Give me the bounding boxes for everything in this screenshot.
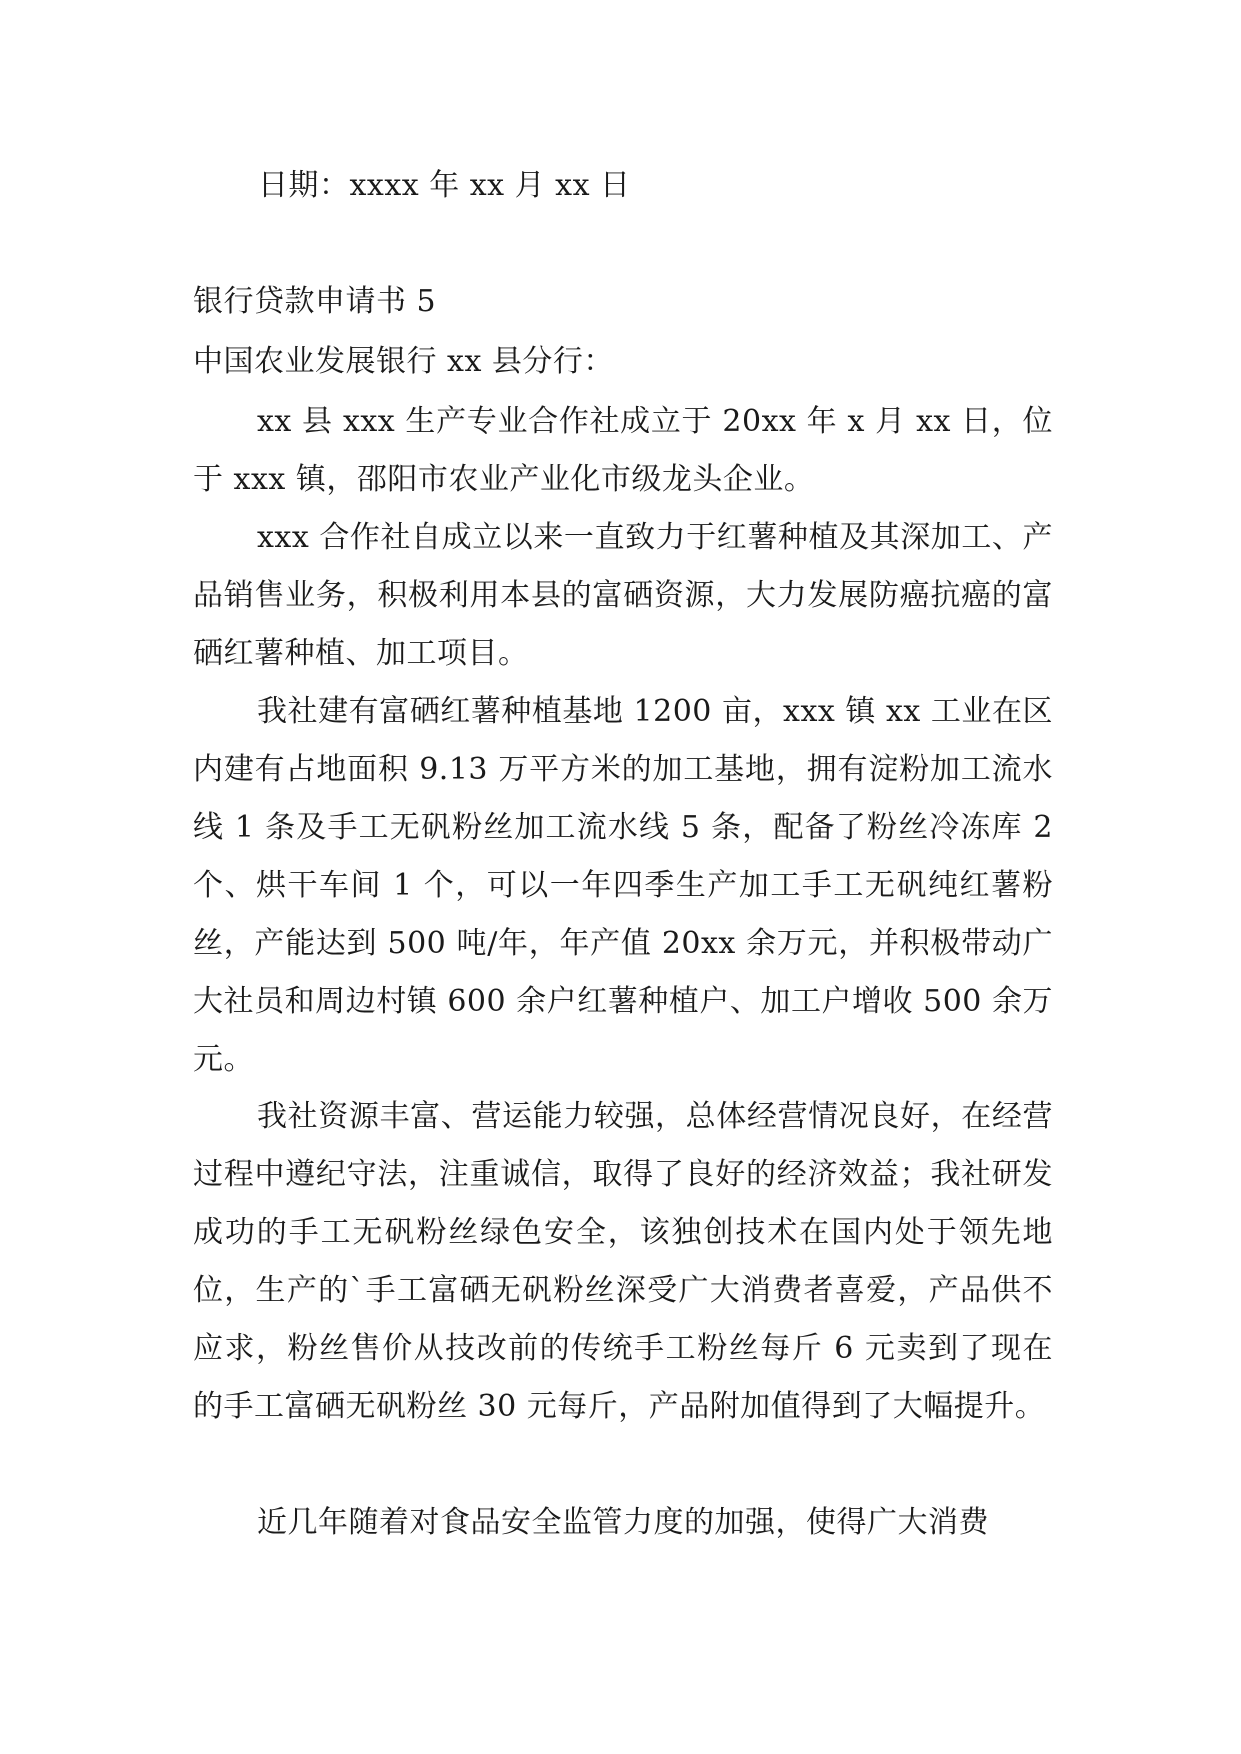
date-line: 日期：xxxx 年 xx 月 xx 日 <box>258 168 631 203</box>
paragraph-food-safety: 近几年随着对食品安全监管力度的加强，使得广大消费 <box>257 1505 989 1540</box>
addressee-line: 中国农业发展银行 xx 县分行： <box>193 344 614 379</box>
paragraph-intro: xx 县 xxx 生产专业合作社成立于 20xx 年 x 月 xx 日，位于 xxx 镇，邵阳市农业产业化市级龙头企业。 <box>193 404 1053 497</box>
document-title: 银行贷款申请书 5 <box>193 284 437 319</box>
paragraph-facilities: 我社建有富硒红薯种植基地 1200 亩，xxx 镇 xx 工业在区内建有占地面积 9.13 万平方米的加工基地，拥有淀粉加工流水线 1 条及手工无矾粉丝加工流水线 5 条，配备了粉丝冷冻库 2 个、烘干车间 1 个，可以一年四季生产加工手工无矾纯红薯粉丝，产能达到 500 吨/年，年产值 20xx 余万元，并积极带动广大社员和周边村镇 600 余户红薯种植户、加工户增收 500 余万元。 <box>193 694 1053 1077</box>
paragraph-operations: 我社资源丰富、营运能力较强，总体经营情况良好，在经营过程中遵纪守法，注重诚信，取得了良好的经济效益；我社研发成功的手工无矾粉丝绿色安全，该独创技术在国内处于领先地位，生产的`手工富硒无矾粉丝深受广大消费者喜爱，产品供不应求，粉丝售价从技改前的传统手工粉丝每斤 6 元卖到了现在的手工富硒无矾粉丝 30 元每斤，产品附加值得到了大幅提升。 <box>193 1099 1053 1424</box>
paragraph-business: xxx 合作社自成立以来一直致力于红薯种植及其深加工、产品销售业务，积极利用本县的富硒资源，大力发展防癌抗癌的富硒红薯种植、加工项目。 <box>193 520 1053 671</box>
